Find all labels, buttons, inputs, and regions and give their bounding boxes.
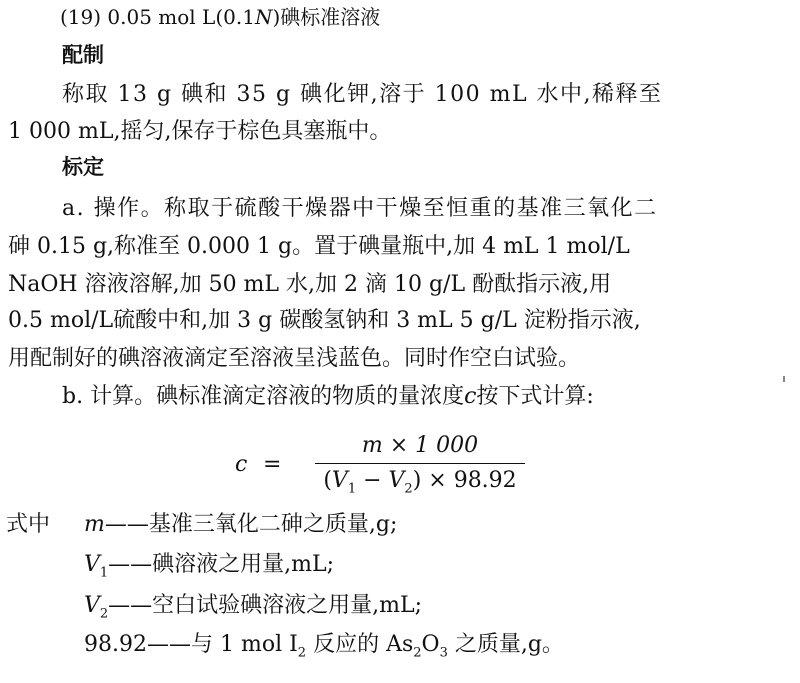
formula-lhs: c (235, 452, 248, 477)
legend-var-m: m (84, 512, 105, 537)
operation-line-3: NaOH 溶液溶解,加 50 mL 水,加 2 滴 10 g/L 酚酞指示液,用 (8, 272, 612, 297)
concentration-formula (235, 432, 525, 496)
operation-line-5: 用配制好的碘溶液滴定至溶液呈浅蓝色。同时作空白试验。 (8, 346, 581, 371)
calculation-text-end: 按下式计算: (476, 384, 594, 409)
legend-item-v2 (84, 591, 422, 629)
operation-line-1: a. 操作。称取于硫酸干燥器中干燥至恒重的基准三氧化二 (62, 196, 658, 221)
legend-item-m (84, 510, 397, 540)
title-prefix: (19) 0.05 mol L(0.1 (60, 5, 255, 29)
den-close: ) × 98.92 (412, 468, 517, 493)
prep-line-2: 1 000 mL,摇匀,保存于棕色具塞瓶中。 (8, 119, 392, 144)
legend-intro: 式中 (6, 512, 51, 537)
legend-num-9892: 98.92 (84, 632, 147, 657)
legend-text-b: 反应的 As (306, 632, 414, 657)
fraction-bar (315, 463, 525, 464)
operation-line-2: 砷 0.15 g,称准至 0.000 1 g。置于碘量瓶中,加 4 mL 1 mol/L (8, 234, 630, 259)
legend-item-v1 (84, 550, 334, 588)
legend-text-m: ——基准三氧化二砷之质量,g; (104, 512, 398, 537)
formula-numerator: m × 1 000 (361, 433, 479, 458)
den-minus: − (356, 468, 389, 493)
legend-text-c: O (421, 632, 440, 657)
legend-sub-b: 2 (413, 645, 422, 661)
legend-text-a: ——与 1 mol I (146, 632, 298, 657)
operation-line-4: 0.5 mol/L硫酸中和,加 3 g 碳酸氢钠和 3 mL 5 g/L 淀粉指示液, (8, 308, 641, 333)
calculation-text: b. 计算。碘标准滴定溶液的物质的量浓度 (62, 384, 465, 409)
calculation-line (62, 382, 594, 412)
section-title (60, 2, 380, 32)
den-v1-sub: 1 (347, 481, 357, 497)
legend-sub-v1: 1 (99, 565, 109, 581)
legend-text-v2: ——空白试验碘溶液之用量,mL; (108, 593, 423, 618)
legend-sub-c: 3 (439, 645, 448, 661)
formula-denominator (315, 466, 525, 504)
legend-sub-v2: 2 (99, 606, 109, 622)
legend-text-d: 之质量,g。 (447, 632, 564, 657)
prep-line-1: 称取 13 g 碘和 35 g 碘化钾,溶于 100 mL 水中,稀释至 (62, 82, 663, 107)
title-var: N (254, 5, 273, 29)
den-v2: V (388, 468, 405, 493)
legend-var-v2: V (84, 593, 100, 618)
den-v2-sub: 2 (404, 481, 413, 497)
calibration-heading: 标定 (62, 155, 104, 179)
scan-speck (783, 376, 785, 382)
legend-item-molar-mass (84, 630, 564, 668)
legend-text-v1: ——碘溶液之用量,mL; (108, 552, 335, 577)
den-open: ( (323, 468, 332, 493)
legend-var-v1: V (84, 552, 100, 577)
calculation-var: c (464, 384, 477, 409)
den-v1: V (331, 468, 348, 493)
legend-sub-a: 2 (297, 645, 307, 661)
prep-heading: 配制 (62, 43, 104, 67)
title-suffix: )碘标准溶液 (272, 5, 381, 29)
formula-equals: = (263, 452, 282, 477)
